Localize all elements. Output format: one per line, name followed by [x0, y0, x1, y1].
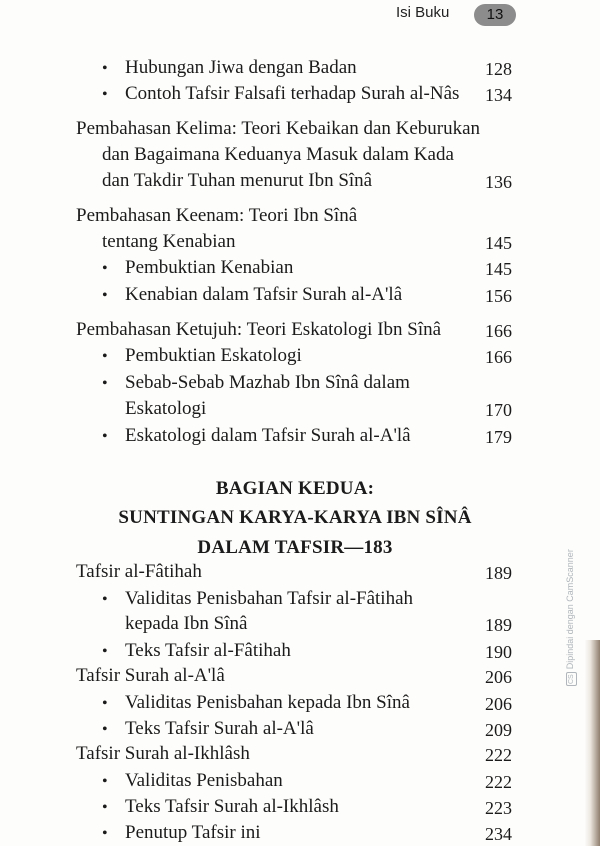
toc-bullet: • — [102, 260, 108, 277]
toc-entry-text: Eskatologi dalam Tafsir Surah al-A'lâ — [125, 425, 411, 446]
toc-entry-text: Contoh Tafsir Falsafi terhadap Surah al-Nâs — [125, 83, 460, 104]
toc-entry-page: 166 — [485, 321, 512, 341]
toc-entry-text: Tafsir Surah al-Ikhlâsh — [76, 743, 250, 764]
part-heading-line3: DALAM TAFSIR—183 — [197, 537, 393, 558]
toc-entry-page: 190 — [485, 642, 512, 662]
toc-entry-page: 209 — [485, 720, 512, 740]
toc-bullet: • — [102, 287, 108, 304]
toc-bullet: • — [102, 799, 108, 816]
toc-entry-text: Validitas Penisbahan — [125, 770, 283, 791]
page-header-title: Isi Buku — [396, 4, 450, 21]
toc-entry-page: 145 — [485, 233, 512, 253]
scanner-watermark-text: Dipindai dengan CamScanner — [565, 549, 575, 670]
toc-entry-text: Hubungan Jiwa dengan Badan — [125, 57, 357, 78]
toc-entry-page: 223 — [485, 798, 512, 818]
toc-bullet: • — [102, 773, 108, 790]
toc-entry-page: 189 — [485, 563, 512, 583]
toc-bullet: • — [102, 348, 108, 365]
toc-bullet: • — [102, 721, 108, 738]
toc-bullet: • — [102, 825, 108, 842]
toc-bullet: • — [102, 643, 108, 660]
toc-entry-text: Pembuktian Eskatologi — [125, 345, 302, 366]
toc-entry-page: 206 — [485, 694, 512, 714]
part-heading-line2: SUNTINGAN KARYA-KARYA IBN SÎNÂ — [118, 507, 472, 528]
toc-entry-text: Kenabian dalam Tafsir Surah al-A'lâ — [125, 284, 403, 305]
toc-entry-text: Eskatologi — [125, 398, 207, 419]
toc-entry-text: Penutup Tafsir ini — [125, 822, 261, 843]
toc-entry-page: 128 — [485, 59, 512, 79]
toc-bullet: • — [102, 375, 108, 392]
part-heading-line1: BAGIAN KEDUA: — [215, 478, 375, 499]
toc-entry-text: Teks Tafsir Surah al-A'lâ — [125, 718, 314, 739]
toc-entry-text: dan Bagaimana Keduanya Masuk dalam Kada — [102, 144, 454, 165]
toc-entry-page: 189 — [485, 615, 512, 635]
toc-entry-text: Teks Tafsir al-Fâtihah — [125, 640, 291, 661]
toc-entry-page: 206 — [485, 667, 512, 687]
toc-bullet: • — [102, 428, 108, 445]
toc-entry-text: Tafsir Surah al-A'lâ — [76, 665, 225, 686]
toc-entry-page: 179 — [485, 427, 512, 447]
scanner-watermark — [564, 526, 576, 686]
scanner-logo-icon: CS — [568, 674, 575, 684]
toc-entry-page: 222 — [485, 745, 512, 765]
toc-entry-text: Pembahasan Ketujuh: Teori Eskatologi Ibn Sînâ — [76, 319, 442, 340]
page-number-badge: 13 — [474, 4, 516, 26]
toc-entry-text: Sebab-Sebab Mazhab Ibn Sînâ dalam — [125, 372, 410, 393]
book-spine-edge — [584, 640, 600, 846]
toc-entry-text: Pembahasan Kelima: Teori Kebaikan dan Keburukan — [76, 118, 481, 139]
toc-entry-text: Pembuktian Kenabian — [125, 257, 294, 278]
toc-entry-text: Teks Tafsir Surah al-Ikhlâsh — [125, 796, 339, 817]
toc-entry-page: 170 — [485, 400, 512, 420]
toc-entry-text: Pembahasan Keenam: Teori Ibn Sînâ — [76, 205, 358, 226]
toc-entry-page: 145 — [485, 259, 512, 279]
toc-entry-page: 234 — [485, 824, 512, 844]
toc-entry-page: 136 — [485, 172, 512, 192]
toc-entry-page: 134 — [485, 85, 512, 105]
toc-bullet: • — [102, 86, 108, 103]
toc-entry-text: Validitas Penisbahan Tafsir al-Fâtihah — [125, 588, 414, 609]
toc-entry-text: kepada Ibn Sînâ — [125, 613, 248, 634]
toc-entry-page: 166 — [485, 347, 512, 367]
toc-bullet: • — [102, 60, 108, 77]
toc-bullet: • — [102, 695, 108, 712]
toc-bullet: • — [102, 591, 108, 608]
toc-entry-page: 222 — [485, 772, 512, 792]
toc-entry-text: tentang Kenabian — [102, 231, 236, 252]
toc-entry-text: Validitas Penisbahan kepada Ibn Sînâ — [125, 692, 410, 713]
toc-entry-text: dan Takdir Tuhan menurut Ibn Sînâ — [102, 170, 373, 191]
toc-entry-text: Tafsir al-Fâtihah — [76, 561, 202, 582]
toc-entry-page: 156 — [485, 286, 512, 306]
